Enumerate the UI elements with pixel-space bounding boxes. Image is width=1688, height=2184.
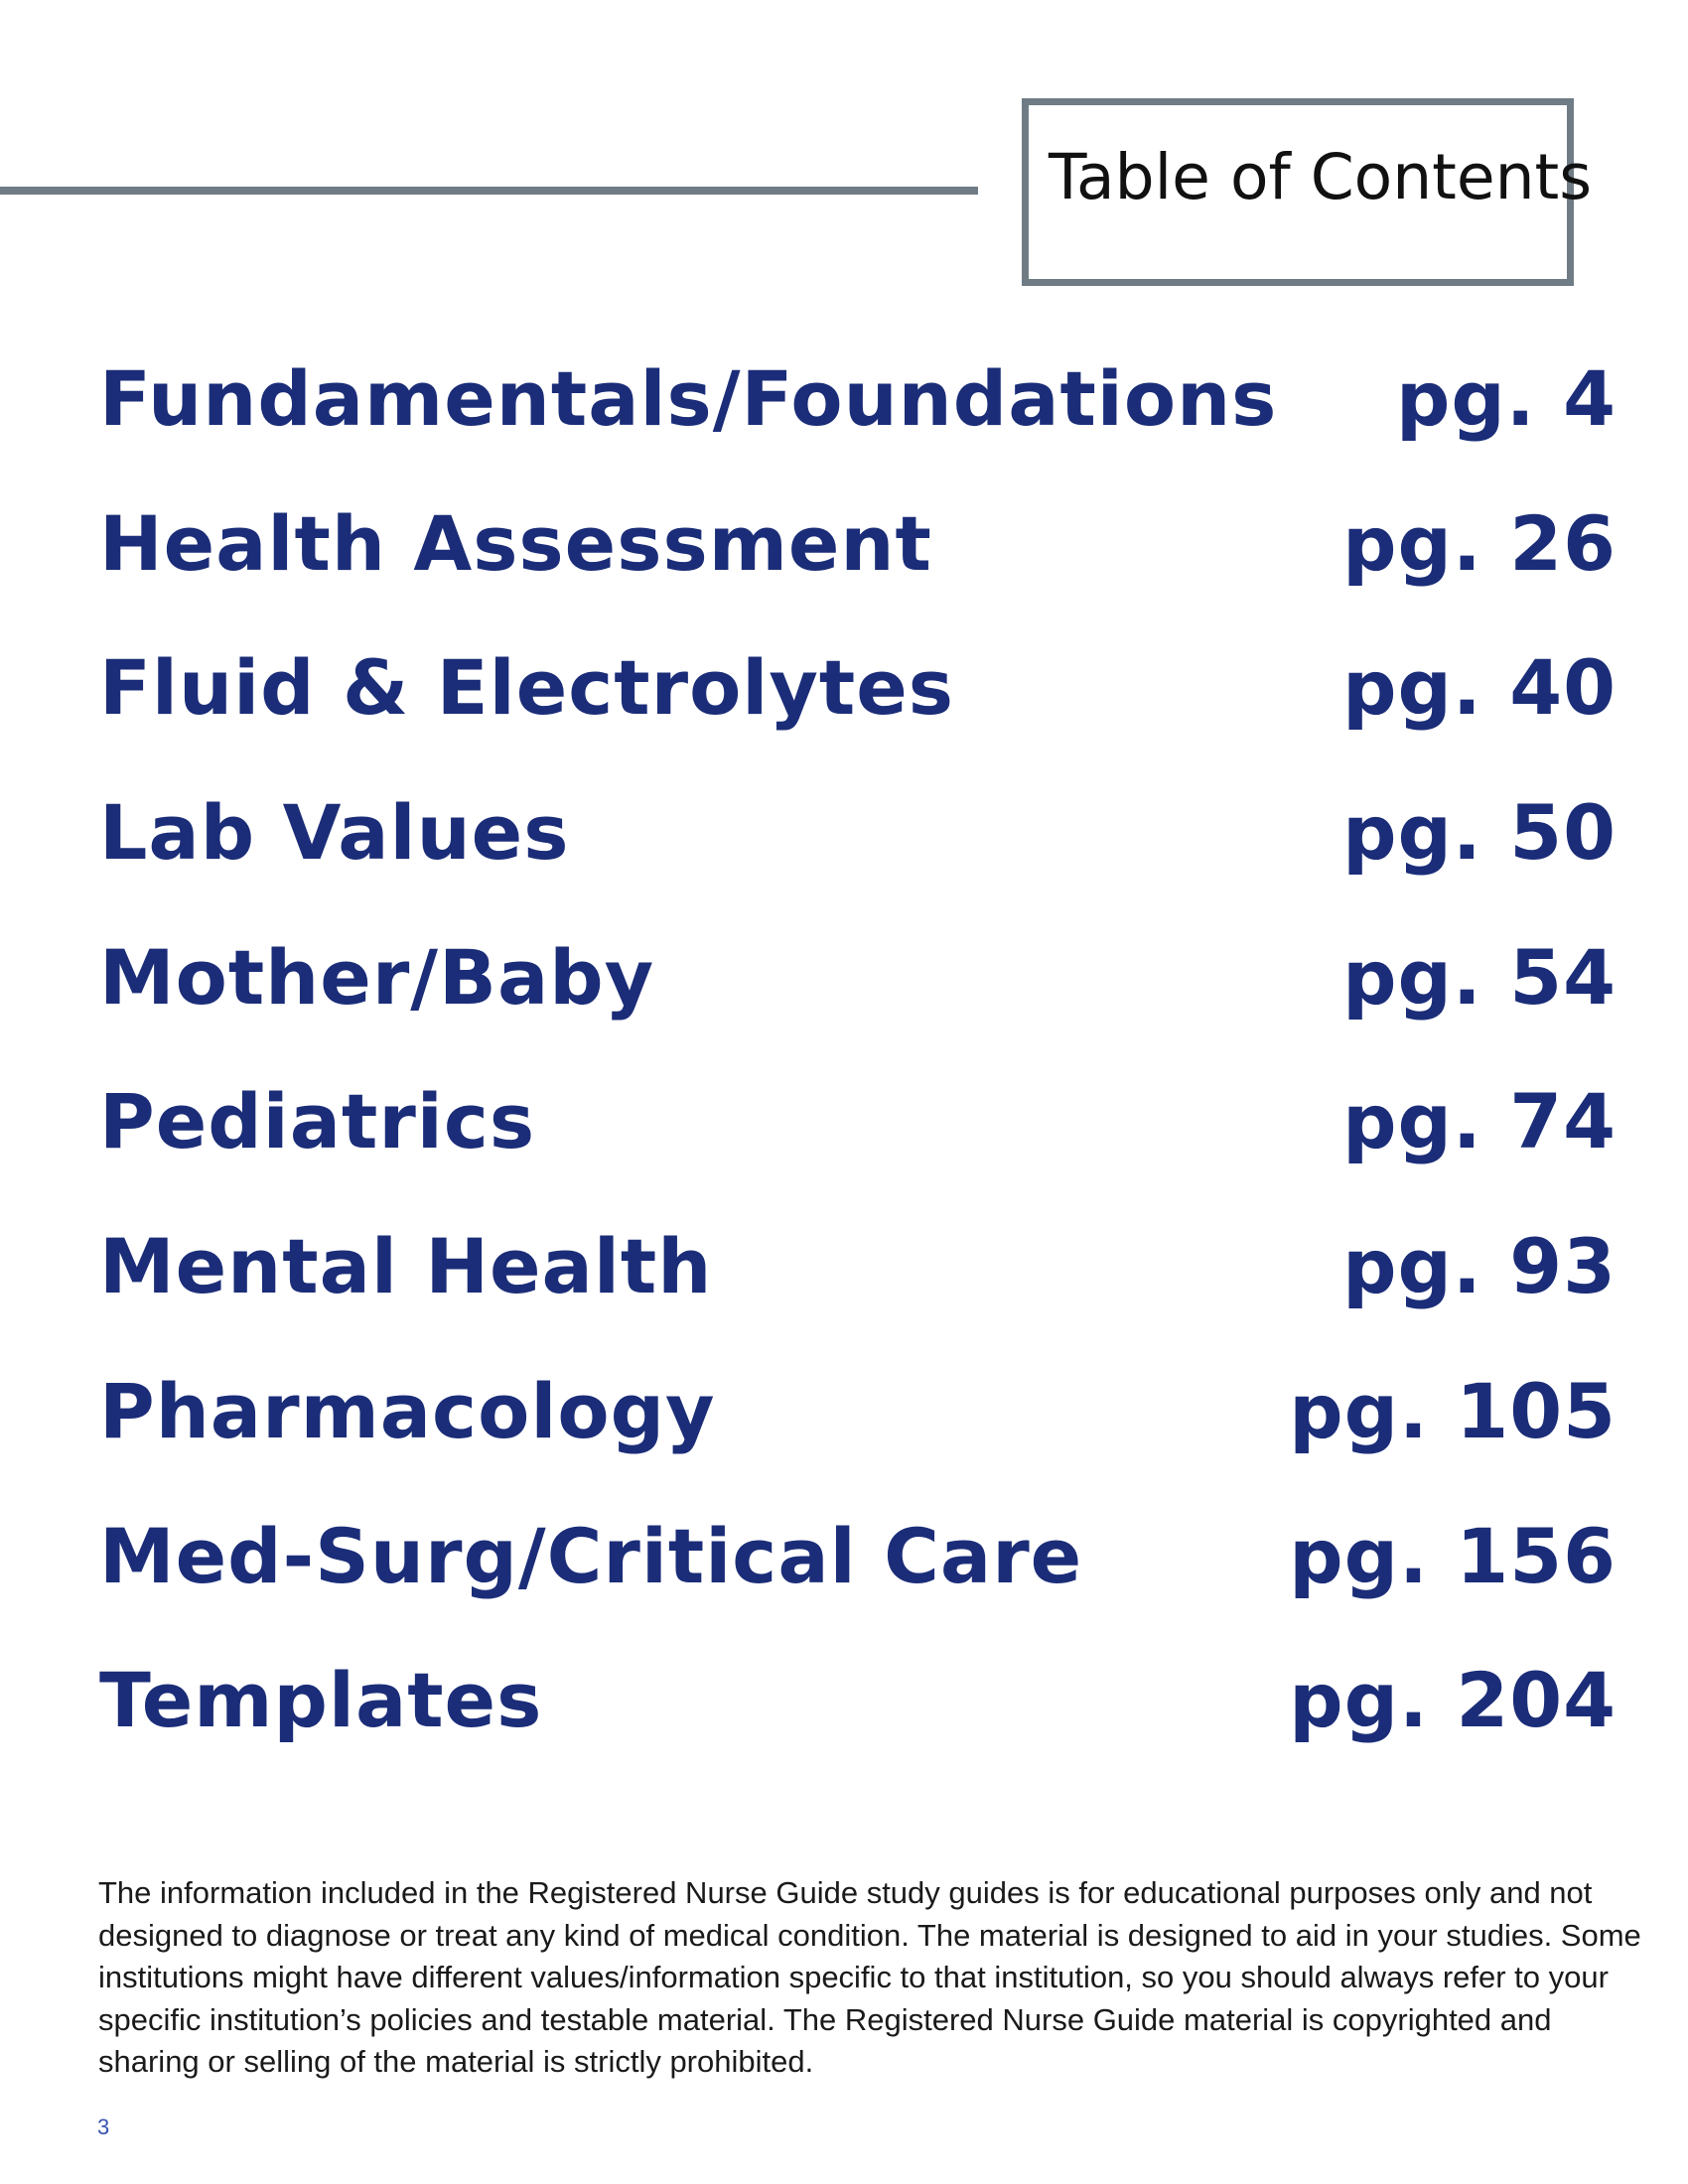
toc-entry-lab-values[interactable] — [99, 789, 1617, 934]
toc-entry-label: Fundamentals/Foundations — [99, 354, 1278, 443]
toc-entry-label: Fluid & Electrolytes — [99, 643, 955, 733]
title-box — [1022, 98, 1593, 286]
table-of-contents — [99, 355, 1617, 1802]
toc-entry-fluid-electrolytes[interactable] — [99, 644, 1617, 789]
toc-entry-pediatrics[interactable] — [99, 1078, 1617, 1223]
toc-entry-pharmacology[interactable] — [99, 1368, 1617, 1513]
toc-entry-label: Mental Health — [99, 1222, 713, 1311]
toc-entry-page: pg. 50 — [1342, 788, 1617, 878]
toc-entry-med-surg[interactable] — [99, 1513, 1617, 1658]
header-rule — [0, 187, 978, 195]
toc-entry-page: pg. 26 — [1342, 498, 1617, 588]
toc-entry-page: pg. 204 — [1289, 1656, 1617, 1745]
page-title: Table of Contents — [1049, 141, 1593, 213]
toc-entry-mental-health[interactable] — [99, 1223, 1617, 1368]
toc-entry-health-assessment[interactable] — [99, 500, 1617, 645]
toc-entry-page: pg. 54 — [1342, 932, 1617, 1022]
toc-entry-label: Pharmacology — [99, 1366, 716, 1455]
toc-entry-templates[interactable] — [99, 1657, 1617, 1802]
toc-entry-label: Lab Values — [99, 788, 570, 878]
toc-entry-mother-baby[interactable] — [99, 934, 1617, 1079]
page-number: 3 — [97, 2115, 110, 2139]
toc-entry-page: pg. 156 — [1289, 1511, 1617, 1600]
toc-entry-label: Templates — [99, 1656, 543, 1745]
toc-entry-page: pg. 74 — [1342, 1077, 1617, 1166]
toc-entry-label: Med-Surg/Critical Care — [99, 1511, 1083, 1600]
toc-entry-label: Mother/Baby — [99, 932, 655, 1022]
toc-entry-label: Pediatrics — [99, 1077, 536, 1166]
disclaimer-text: The information included in the Registered Nurse Guide study guides is for educational purposes only and not designed to diagnose or treat any kind of medical condition. The material is designed to aid in your studies. Some institutions might have different values/information specific to that institution, so you should always refer to your specific institution’s policies and testable material. The Registered Nurse Guide material is copyrighted and sharing or selling of the material is strictly prohibited. — [98, 1875, 1641, 2079]
toc-entry-page: pg. 93 — [1342, 1222, 1617, 1311]
toc-entry-page: pg. 40 — [1342, 643, 1617, 733]
toc-entry-page: pg. 105 — [1289, 1366, 1617, 1455]
toc-entry-fundamentals[interactable] — [99, 355, 1617, 500]
toc-entry-page: pg. 4 — [1395, 354, 1617, 443]
toc-entry-label: Health Assessment — [99, 498, 932, 588]
